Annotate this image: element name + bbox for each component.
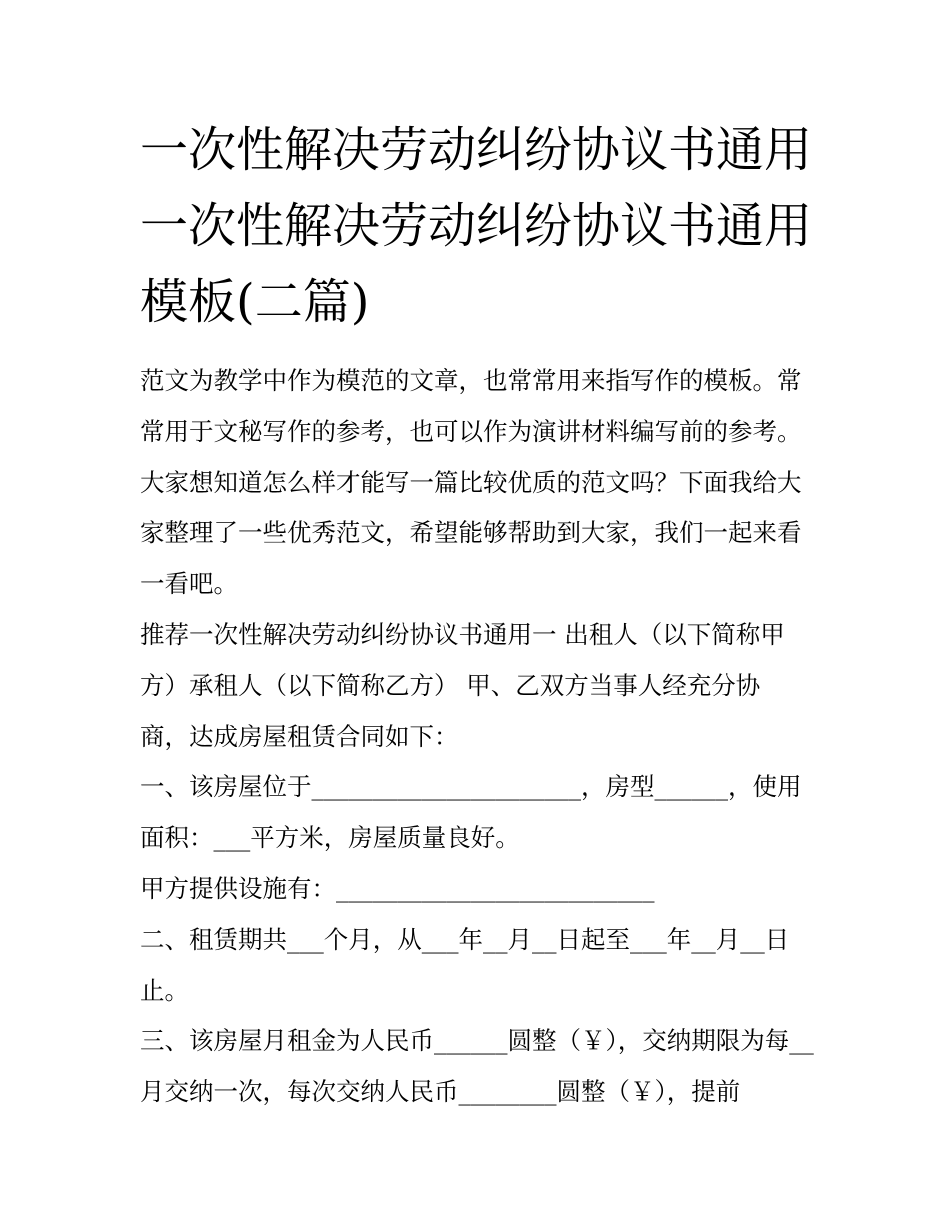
- clause-3-paragraph: 三、该房屋月租金为人民币______圆整（￥），交纳期限为每__月交纳一次，每次交纳人民币________圆整（￥），提前: [140, 1026, 814, 1107]
- recommend-line-2: 方）承租人（以下简称乙方） 甲、乙双方当事人经充分协: [140, 670, 761, 700]
- recommend-line-3: 商，达成房屋租赁合同如下：: [140, 721, 459, 751]
- recommend-line-1: 推荐一次性解决劳动纠纷协议书通用一 出租人（以下简称甲: [140, 619, 785, 649]
- document-body: [140, 356, 816, 1118]
- clause-1-paragraph: 一、该房屋位于______________________，房型______，使用面积：___平方米，房屋质量良好。: [140, 772, 802, 853]
- intro-paragraph: 范文为教学中作为模范的文章，也常常用来指写作的模板。常常用于文秘写作的参考，也可以作为演讲材料编写前的参考。大家想知道怎么样才能写一篇比较优质的范文吗？下面我给大家整理了一些优秀范文，希望能够帮助到大家，我们一起来看一看吧。: [140, 366, 802, 599]
- document-title: 一次性解决劳动纠纷协议书通用 一次性解决劳动纠纷协议书通用模板(二篇): [140, 122, 813, 330]
- clause-2-paragraph: 二、租赁期共___个月，从___年__月__日起至___年__月__日止。: [140, 924, 790, 1005]
- facilities-paragraph: 甲方提供设施有：__________________________: [140, 873, 655, 903]
